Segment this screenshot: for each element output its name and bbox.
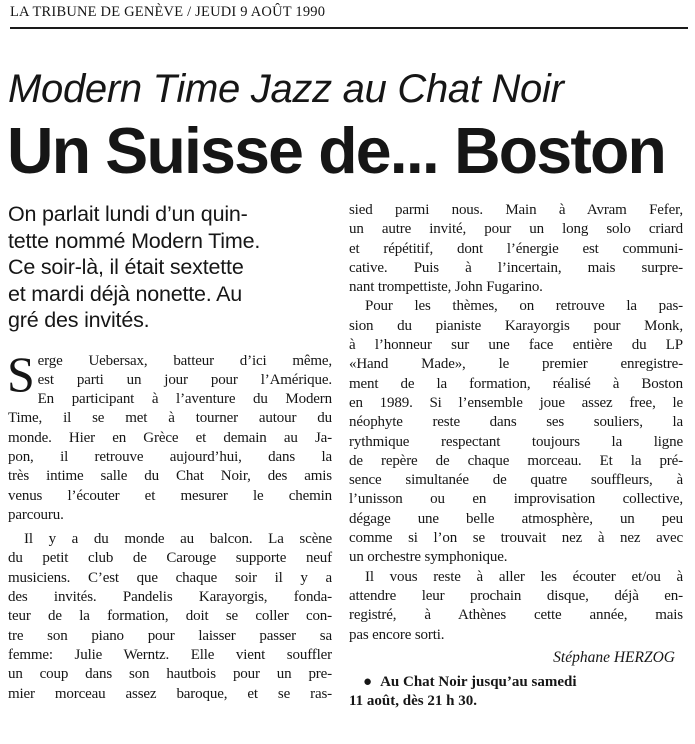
text-line: sence simultanée de quatre souffleurs, à — [349, 472, 683, 489]
lede — [8, 201, 332, 334]
kicker-title: Modern Time Jazz au Chat Noir — [8, 67, 564, 111]
text-line: un autre invité, pour un long solo criard — [349, 221, 683, 238]
text-line: est parti un jour pour l’Amérique. — [37, 371, 332, 388]
text-line: à l’honneur sur une face entière du LP — [349, 337, 683, 354]
text-line: un orchestre symphonique. — [349, 549, 508, 566]
text-line: en 1989. Si l’ensemble joue assez free, le — [349, 394, 683, 411]
drop-cap: S — [7, 345, 35, 402]
paragraph-5 — [349, 568, 683, 645]
text-line: musiciens. C’est que chaque soir il y a — [8, 569, 332, 586]
text-line: monde. Hier en Grèce et demain au Ja- — [8, 429, 332, 446]
lede-line: gré des invités. — [8, 308, 150, 332]
event-info-line: 11 août, dès 21 h 30. — [349, 693, 477, 710]
paragraph-2 — [8, 530, 332, 704]
lede-line: On parlait lundi d’un quin- — [8, 202, 248, 226]
text-line: l’unisson ou en improvisation collective, — [349, 491, 683, 508]
text-line: venus l’écouter et mesurer le chemin — [8, 487, 332, 504]
bullet-icon: ● — [363, 673, 373, 690]
text-line: registré, à Athènes cette année, mais — [349, 607, 683, 624]
paragraph-3 — [349, 201, 683, 297]
text-line: et répétitif, dont l’énergie est communi- — [349, 240, 683, 257]
text-line: néophyte reste dans ses souliers, la — [349, 414, 683, 431]
text-line: nant trompettiste, John Fugarino. — [349, 279, 543, 296]
text-line: pas encore sorti. — [349, 626, 445, 643]
dateline: LA TRIBUNE DE GENÈVE / JEUDI 9 AOÛT 1990 — [10, 4, 688, 29]
text-line: cative. Puis à l’incertain, mais surpre- — [349, 259, 683, 276]
text-line: Il vous reste à aller les écouter et/ou à — [365, 568, 683, 585]
text-line: En participant à l’aventure du Modern — [37, 391, 332, 408]
event-info — [349, 673, 683, 712]
lede-line: Ce soir-là, il était sextette — [8, 255, 244, 279]
text-line: un coup dans son hautbois pour un pre- — [8, 666, 332, 683]
author-signature: Stéphane HERZOG — [553, 648, 675, 666]
text-line: du petit club de Carouge supporte neuf — [8, 550, 332, 567]
text-line: Time, il se met à tourner autour du — [8, 410, 332, 427]
text-line: très intime salle du Chat Noir, des amis — [8, 468, 332, 485]
text-line: parcouru. — [8, 506, 64, 523]
text-line: des invités. Pandelis Karayorgis, fonda- — [8, 589, 332, 606]
text-line: sion du pianiste Karayorgis pour Monk, — [349, 317, 683, 334]
text-line: Pour les thèmes, on retrouve la pas- — [365, 298, 683, 315]
lede-line: et mardi déjà nonette. Au — [8, 281, 243, 306]
paragraph-1 — [7, 345, 332, 526]
text-line: pon, il retrouve aujourd’hui, dans la — [8, 448, 332, 465]
text-line: comme si l’on se trouvait nez à nez avec — [349, 530, 683, 547]
text-line: Il y a du monde au balcon. La scène — [24, 531, 332, 548]
text-line: rythmique respectant toujours la ligne — [349, 433, 683, 450]
lede-line: tette nommé Modern Time. — [8, 228, 261, 253]
event-info-line: Au Chat Noir jusqu’au samedi — [380, 673, 577, 690]
text-line: attendre leur prochain disque, déjà en- — [349, 587, 683, 604]
text-line: «Hand Made», le premier enregistre- — [349, 356, 683, 373]
right-column — [349, 201, 683, 712]
text-line: erge Uebersax, batteur d’ici même, — [37, 352, 332, 369]
text-line: dégage une belle atmosphère, un peu — [349, 510, 683, 527]
text-line: sied parmi nous. Main à Avram Fefer, — [349, 202, 683, 218]
text-line: mier morceau assez baroque, et se ras- — [8, 685, 332, 702]
text-line: ment de la formation, réalisé à Boston — [349, 375, 683, 392]
text-line: femme: Julie Werntz. Elle vient souffler — [8, 646, 332, 663]
text-line: teur de la formation, doit se coller con- — [8, 608, 332, 625]
headline: Un Suisse de... Boston — [7, 114, 666, 187]
paragraph-4 — [349, 297, 683, 567]
text-line: de repère de chaque morceau. Et la pré- — [349, 452, 683, 469]
text-line: tre son piano pour laisser passer sa — [8, 627, 332, 644]
left-column — [8, 201, 332, 704]
